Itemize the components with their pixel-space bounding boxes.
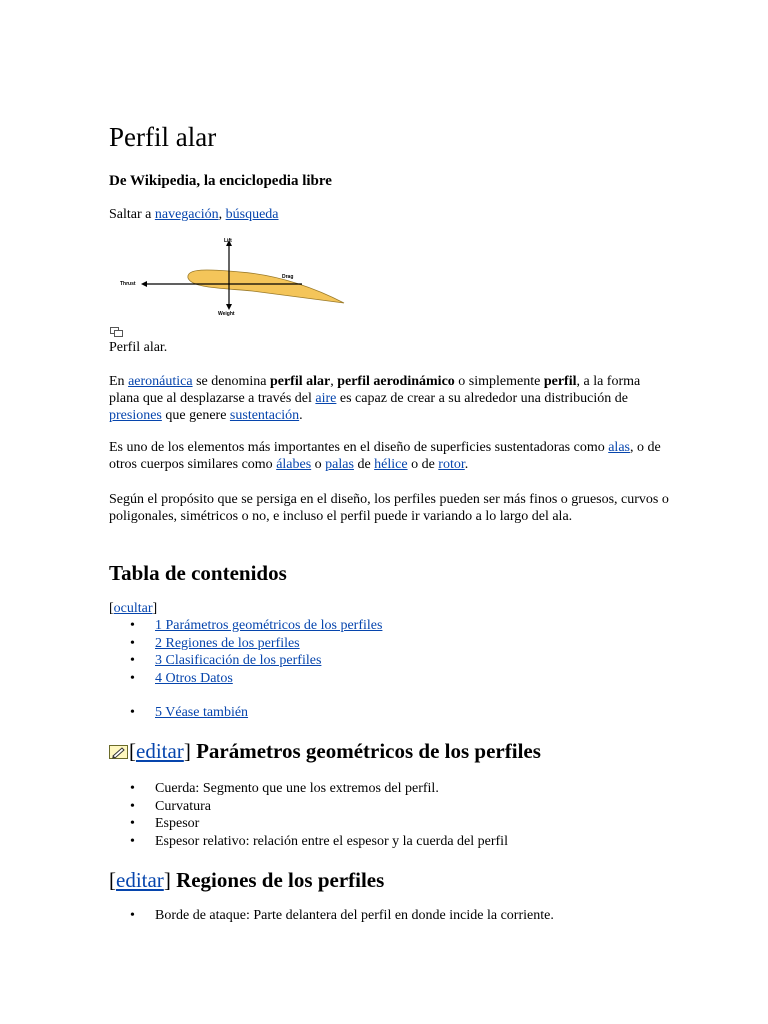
edit-link[interactable]: editar	[136, 739, 184, 763]
edit-bracket: [	[109, 868, 116, 892]
bracket: [	[109, 601, 114, 616]
toc-title: Tabla de contenidos	[109, 561, 287, 585]
toc-item	[109, 652, 382, 670]
toc-link-3[interactable]: 3 Clasificación de los perfiles	[155, 653, 322, 668]
link-aire[interactable]: aire	[315, 391, 337, 406]
toc-link-5[interactable]: 5 Véase también	[155, 705, 249, 720]
airfoil-shape	[188, 270, 344, 303]
list-item: • Espesor relativo: relación entre el espesor y la cuerda del perfil	[109, 833, 508, 851]
bold-term: perfil	[543, 374, 577, 389]
list-item: • Cuerda: Segmento que une los extremos del perfil.	[109, 780, 508, 798]
magnify-icon[interactable]	[110, 327, 124, 337]
text: En	[109, 374, 129, 389]
jump-search-link[interactable]: búsqueda	[225, 207, 279, 222]
thrust-arrowhead	[141, 281, 147, 287]
lift-label: Lift	[224, 238, 232, 244]
figure-caption: Perfil alar.	[109, 340, 168, 355]
text: o	[311, 457, 326, 472]
jump-navigation-link[interactable]: navegación	[154, 207, 219, 222]
toc-list	[109, 617, 382, 687]
jump-separator: ,	[218, 207, 226, 222]
text: .	[464, 457, 469, 472]
page-title: Perfil alar	[109, 122, 217, 152]
bold-term: perfil aerodinámico	[337, 374, 455, 389]
weight-label: Weight	[218, 311, 235, 317]
toc-link-4[interactable]: 4 Otros Datos	[155, 670, 233, 686]
text: ,	[330, 374, 338, 389]
toc-item	[109, 670, 382, 688]
section-heading-parametros	[109, 737, 541, 765]
toc-list-2	[109, 704, 248, 722]
list-item: • Borde de ataque: Parte delantera del perfil en donde incide la corriente.	[109, 907, 554, 925]
list-item: • Espesor	[109, 815, 508, 833]
intro-paragraph-1	[109, 373, 669, 424]
edit-bracket: ]	[163, 868, 171, 892]
toc-item	[109, 704, 248, 722]
edit-icon[interactable]	[109, 744, 129, 760]
text: , o de otros cuerpos similares como	[109, 440, 661, 472]
list-item: • Curvatura	[109, 798, 508, 816]
toc-link-2[interactable]: 2 Regiones de los perfiles	[155, 635, 300, 651]
toc-link-1[interactable]: 1 Parámetros geométricos de los perfiles	[155, 618, 383, 633]
text: que genere	[161, 408, 230, 423]
regiones-list	[109, 907, 554, 925]
link-rotor[interactable]: rotor	[438, 457, 465, 472]
edit-bracket: [	[129, 739, 136, 763]
toc-item	[109, 617, 382, 635]
text: .	[299, 408, 303, 423]
drag-label: Drag	[282, 274, 294, 280]
thrust-label: Thrust	[120, 281, 136, 287]
text: se denomina	[192, 374, 270, 389]
text: de	[353, 457, 375, 472]
link-aeronautica[interactable]: aeronáutica	[128, 374, 193, 389]
jump-prefix: Saltar a	[109, 207, 155, 222]
link-helice[interactable]: hélice	[374, 457, 408, 472]
text: o de	[407, 457, 439, 472]
edit-link[interactable]: editar	[116, 868, 164, 892]
link-alabes[interactable]: álabes	[276, 457, 312, 472]
bracket: ]	[152, 601, 158, 616]
link-presiones[interactable]: presiones	[109, 408, 162, 423]
text: Es uno de los elementos más importantes en el diseño de superficies sustentadoras como	[109, 440, 609, 455]
section-title: Parámetros geométricos de los perfiles	[190, 739, 541, 763]
airfoil-figure[interactable]	[112, 234, 352, 318]
page-subtitle: De Wikipedia, la enciclopedia libre	[109, 173, 332, 189]
link-palas[interactable]: palas	[325, 457, 354, 472]
section-heading-regiones	[109, 866, 384, 894]
intro-paragraph-2	[109, 439, 669, 473]
edit-bracket: ]	[183, 739, 191, 763]
link-sustentacion[interactable]: sustentación	[229, 408, 300, 423]
weight-arrowhead	[226, 304, 232, 310]
text: es capaz de crear a su alrededor una distribución de	[336, 391, 628, 406]
bold-term: perfil alar	[269, 374, 331, 389]
toc-item	[109, 635, 382, 653]
parametros-list	[109, 780, 508, 850]
text: , a la forma plana que al desplazarse a través del	[109, 374, 641, 406]
link-alas[interactable]: alas	[608, 440, 630, 455]
toc-hide-link[interactable]: ocultar	[113, 601, 153, 616]
text: o simplemente	[454, 374, 544, 389]
intro-paragraph-3: Según el propósito que se persiga en el diseño, los perfiles pueden ser más finos o gruesos, curvos o poligonales, simétricos o no, e incluso el perfil puede ir variando a lo largo del ala.	[109, 492, 669, 524]
section-title: Regiones de los perfiles	[170, 868, 385, 892]
jump-links	[109, 206, 279, 224]
toc-toggle	[109, 600, 157, 617]
